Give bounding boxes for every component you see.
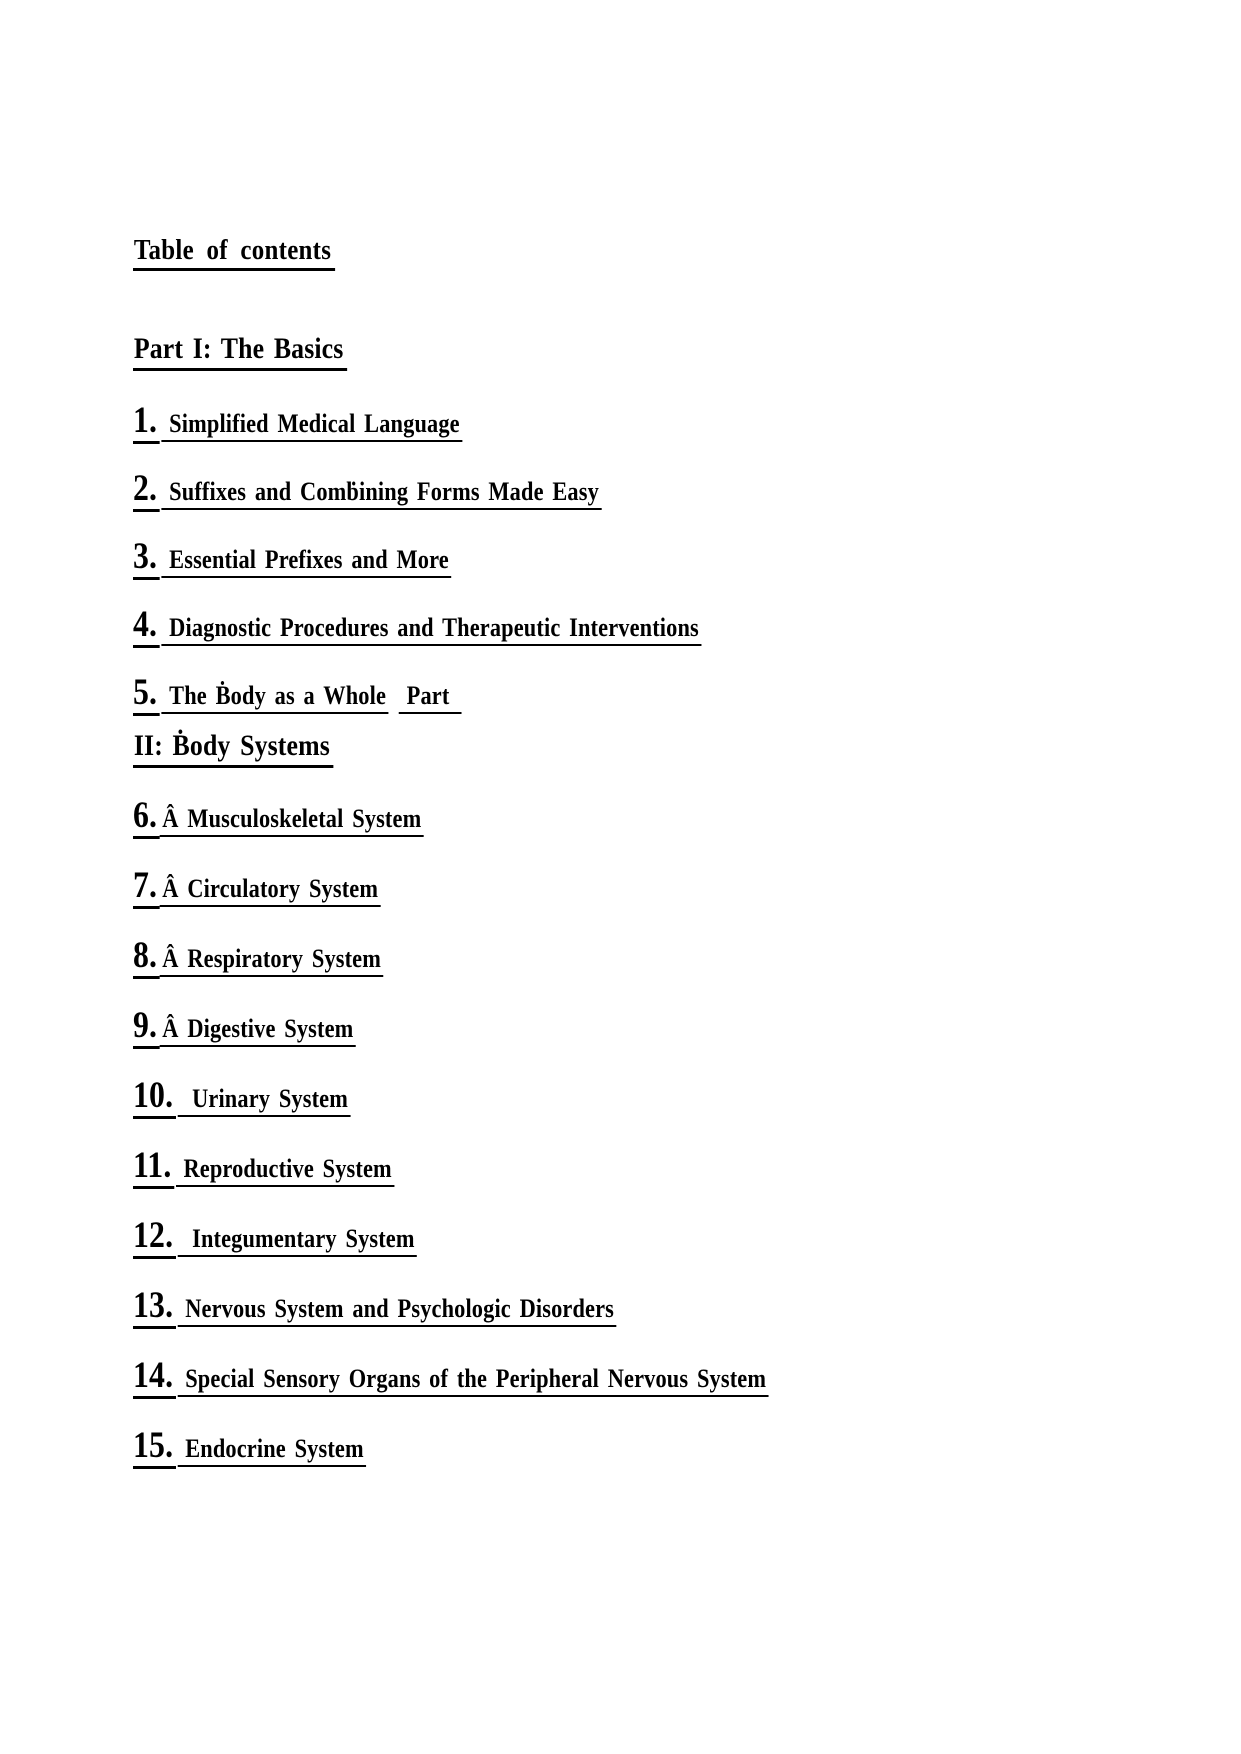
toc-item-1-title: Simplified Medical Language	[161, 409, 462, 442]
toc-item-4[interactable]	[133, 605, 1051, 648]
toc-item-9[interactable]	[133, 1006, 1051, 1049]
toc-item-6-number: 6.	[133, 795, 160, 839]
toc-item-9-number: 9.	[133, 1005, 160, 1049]
toc-item-4-number: 4.	[133, 604, 160, 648]
toc-item-9-title: Â Digestive System	[160, 1014, 356, 1047]
toc-item-5-title: The Ḃody as a Whole	[161, 681, 388, 714]
toc-item-1[interactable]	[133, 401, 1051, 444]
toc-item-11-title: Reproductive System	[176, 1154, 395, 1187]
toc-item-8-title: Â Respiratory System	[160, 944, 384, 977]
part1-heading	[133, 331, 1051, 371]
toc-item-7-number: 7.	[133, 865, 160, 909]
toc-item-10-title: Urinary System	[177, 1084, 350, 1117]
toc-heading-text: Table of contents	[133, 233, 335, 271]
toc-item-3-number: 3.	[133, 536, 160, 580]
toc-item-12-number: 12.	[133, 1215, 176, 1259]
toc-item-5-number: 5.	[133, 672, 160, 716]
part1-heading-text: Part I: The Basics	[133, 331, 347, 371]
toc-item-1-number: 1.	[133, 400, 160, 444]
toc-item-2-title: Suffixes and Comḃining Forms Made Easy	[161, 477, 601, 510]
toc-item-6[interactable]	[133, 796, 1051, 839]
toc-item-12[interactable]	[133, 1216, 1051, 1259]
toc-item-14[interactable]	[133, 1356, 1051, 1399]
toc-item-2-number: 2.	[133, 468, 160, 512]
toc-item-10-number: 10.	[133, 1075, 176, 1119]
toc-item-11[interactable]	[133, 1146, 1051, 1189]
toc-item-4-title: Diagnostic Procedures and Therapeutic Interventions	[161, 613, 701, 646]
toc-item-14-number: 14.	[133, 1355, 176, 1399]
toc-item-3-title: Essential Prefixes and More	[161, 545, 451, 578]
toc-item-15-title: Endocrine System	[177, 1434, 366, 1467]
toc-item-8[interactable]	[133, 936, 1051, 979]
toc-item-6-title: Â Musculoskeletal System	[160, 804, 424, 837]
toc-item-2[interactable]	[133, 469, 1051, 512]
toc-heading	[133, 230, 1051, 271]
toc-item-7[interactable]	[133, 866, 1051, 909]
toc-item-11-number: 11.	[133, 1145, 174, 1189]
toc-item-13-title: Nervous System and Psychologic Disorders	[177, 1294, 616, 1327]
part2-heading-text: II: Ḃody Systems	[133, 728, 333, 768]
toc-item-13-number: 13.	[133, 1285, 176, 1329]
toc-item-5-title-continued: Part	[399, 681, 462, 714]
toc-item-10[interactable]	[133, 1076, 1051, 1119]
toc-item-15-number: 15.	[133, 1425, 176, 1469]
toc-item-5[interactable]	[133, 673, 1051, 716]
part2-heading[interactable]	[133, 728, 1051, 768]
toc-item-7-title: Â Circulatory System	[160, 874, 381, 907]
toc-item-12-title: Integumentary System	[177, 1224, 417, 1257]
toc-item-15[interactable]	[133, 1426, 1051, 1469]
toc-item-8-number: 8.	[133, 935, 160, 979]
toc-item-3[interactable]	[133, 537, 1051, 580]
toc-item-13[interactable]	[133, 1286, 1051, 1329]
toc-item-14-title: Special Sensory Organs of the Peripheral Nervous System	[177, 1364, 768, 1397]
